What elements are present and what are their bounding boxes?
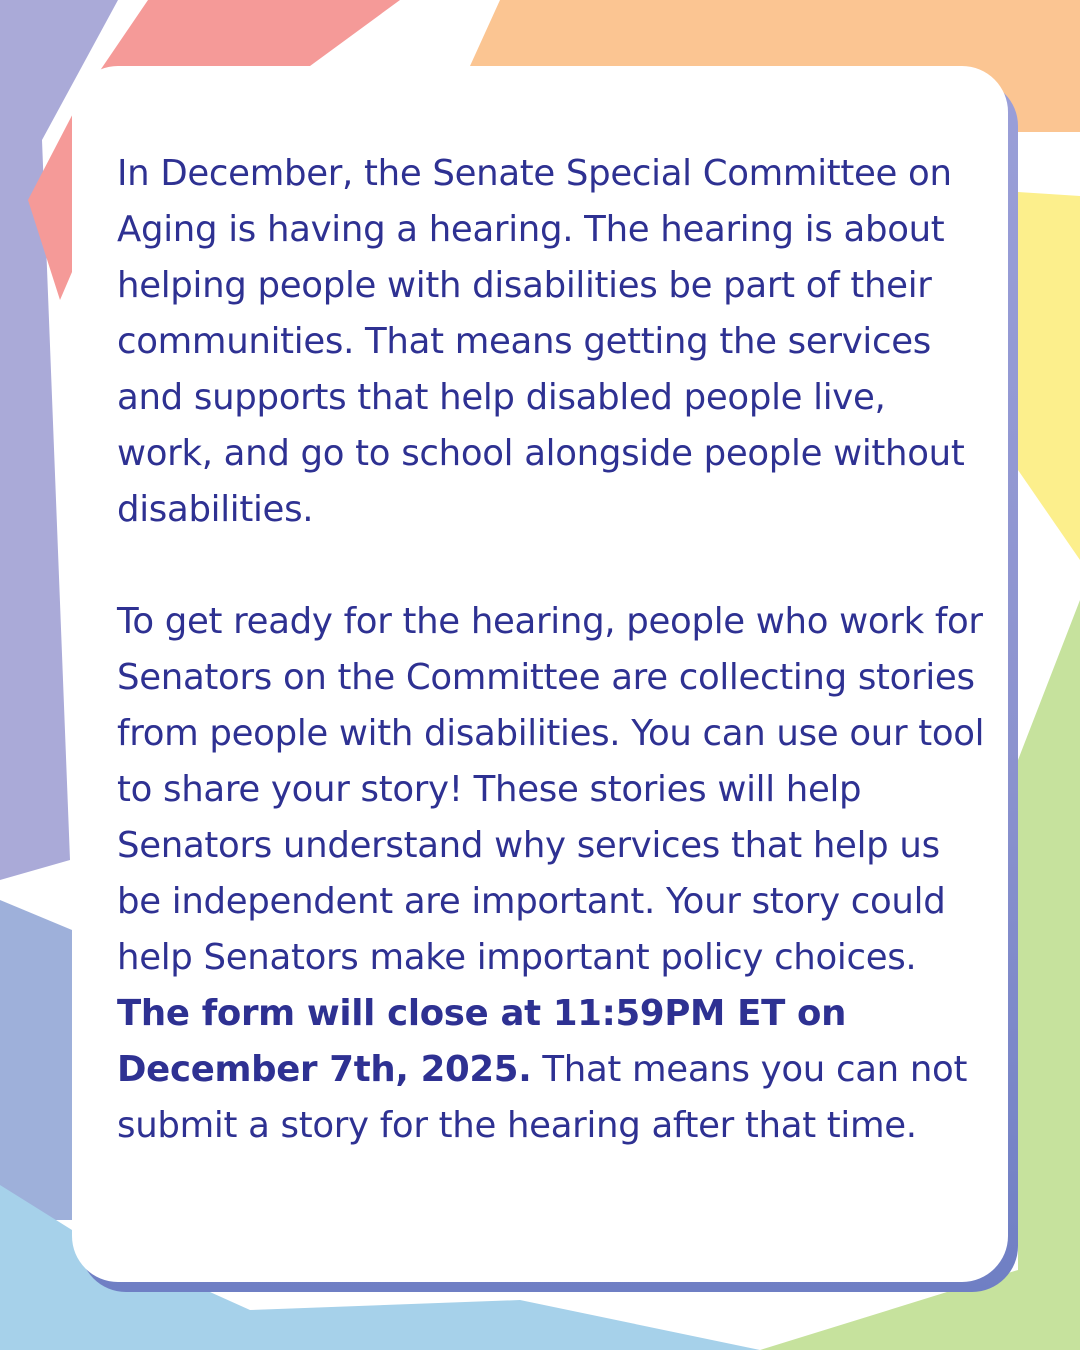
story-outro-text: That means you can not submit a story for the hearing after that time. (117, 1049, 968, 1146)
story-intro-text: To get ready for the hearing, people who work for Senators on the Committee are collecting stories from people with disabilities. You can use our tool to share your story! These stories will help Senators understand why services that help us be independent are important. Your story could help Senators make important policy choices. (117, 601, 985, 978)
deadline-text: The form will close at 11:59PM ET on December 7th, 2025. (117, 993, 847, 1090)
hearing-paragraph: In December, the Senate Special Committee on Aging is having a hearing. The hearing is about helping people with disabilities be part of their communities. That means getting the services and supports that help disabled people live, work, and go to school alongside people without disabilities. (117, 153, 965, 530)
blue-shape (0, 900, 72, 1220)
card-content (117, 146, 985, 1154)
story-paragraph (117, 594, 985, 1154)
